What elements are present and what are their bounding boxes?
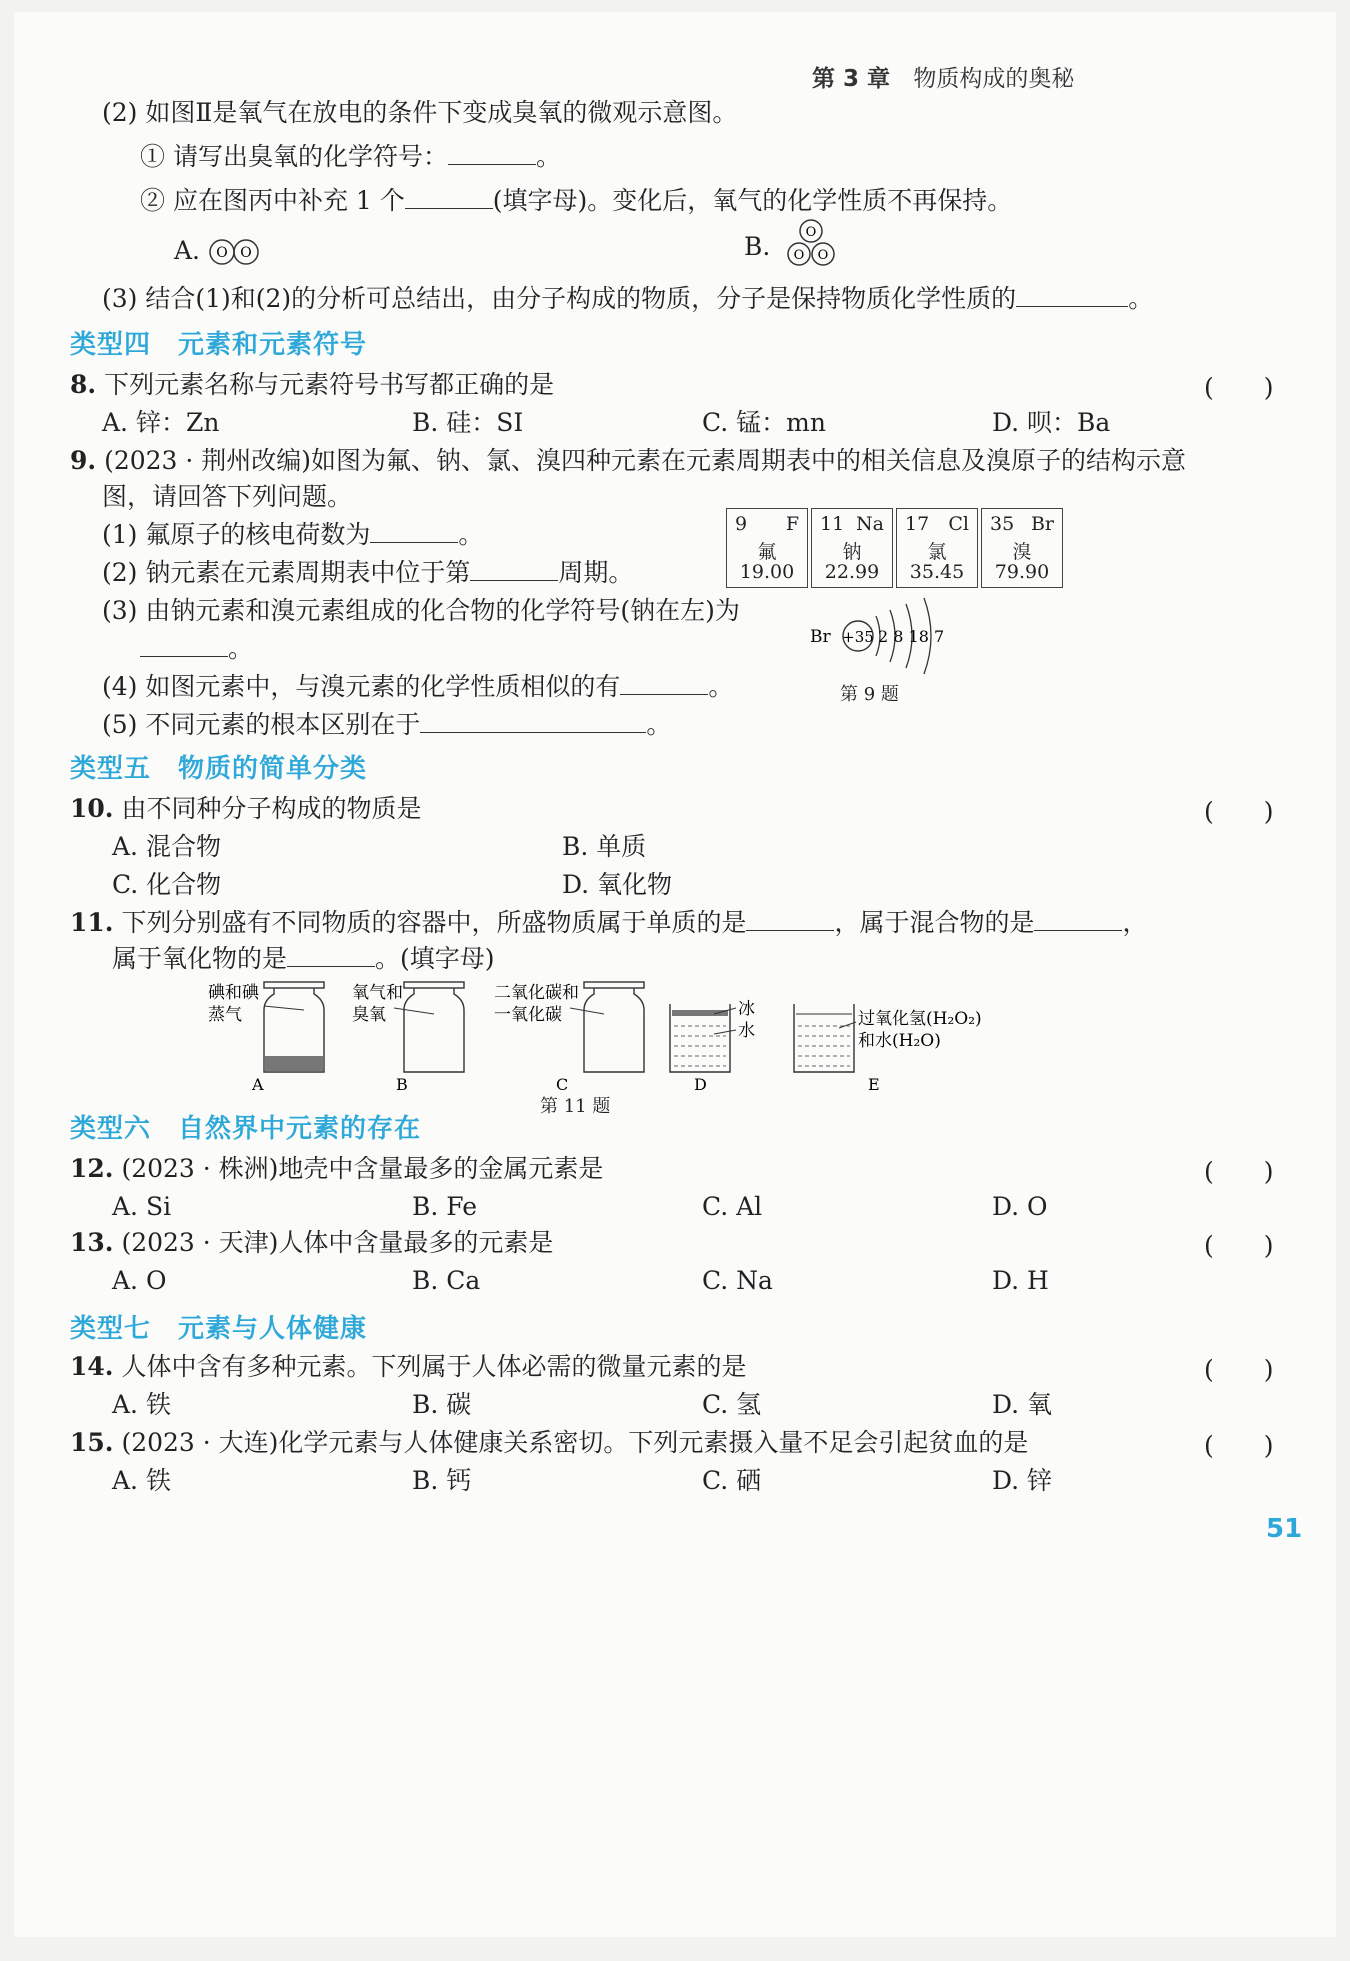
- q8-option-d[interactable]: D. 呗：Ba: [992, 408, 1111, 437]
- leader-line: [570, 1008, 604, 1014]
- question-number: 15.: [70, 1428, 114, 1457]
- question-text: 由不同种分子构成的物质是: [121, 794, 422, 823]
- question-number: 8.: [70, 370, 97, 399]
- q14-option-c[interactable]: C. 氢: [702, 1390, 762, 1419]
- q8-option-c[interactable]: C. 锰：mn: [702, 408, 826, 437]
- q9-part2-pre: (2) 钠元素在元素周期表中位于第: [102, 558, 471, 587]
- answer-blank[interactable]: [470, 556, 558, 581]
- q7-option-a[interactable]: [174, 234, 200, 268]
- element-symbol: F: [785, 513, 799, 535]
- jar-body: [404, 988, 464, 1072]
- ice-layer: [672, 1010, 728, 1016]
- q9-part5-text: (5) 不同元素的根本区别在于: [102, 710, 421, 739]
- q9-part3-answer: [140, 632, 253, 666]
- element-symbol: Br: [1030, 513, 1054, 535]
- jar-letter: B: [396, 1075, 408, 1094]
- question-number: 13.: [70, 1228, 114, 1257]
- q13-option-a[interactable]: A. O: [112, 1266, 167, 1295]
- electron-counts: 2 8 18 7: [878, 627, 945, 646]
- q7-part2-stem: (2) 如图Ⅱ是氧气在放电的条件下变成臭氧的微观示意图。: [102, 98, 738, 127]
- answer-parentheses[interactable]: ( ): [1204, 1157, 1274, 1186]
- q14-option-d[interactable]: D. 氧: [992, 1390, 1053, 1419]
- question-text: (2023 · 大连)化学元素与人体健康关系密切。下列元素摄入量不足会引起贫血的是: [121, 1428, 1029, 1457]
- element-name: 溴: [1012, 541, 1032, 563]
- leader-line: [264, 1006, 304, 1010]
- bromine-atom-structure-diagram: [804, 592, 954, 682]
- answer-blank[interactable]: [287, 942, 375, 967]
- element-label: Br: [810, 627, 831, 647]
- question-text: 人体中含有多种元素。下列属于人体必需的微量元素的是: [121, 1352, 747, 1381]
- q9-stem-line1: [70, 444, 1186, 478]
- textbook-page: [14, 12, 1336, 1937]
- question-text: (2023 · 荆州改编)如图为氟、钠、氯、溴四种元素在元素周期表中的相关信息及溴原子的结构示意: [104, 446, 1187, 475]
- q15-stem: [70, 1426, 1028, 1460]
- chapter-title: 物质构成的奥秘: [913, 66, 1075, 92]
- chapter-number: 第 3 章: [812, 66, 891, 92]
- q11-containers-figure: [184, 974, 984, 1094]
- atom-label: O: [805, 225, 817, 240]
- jar-letter: E: [868, 1075, 880, 1094]
- figure-caption-q9: 第 9 题: [840, 684, 899, 705]
- q12-stem: [70, 1152, 603, 1186]
- q7-sub1-end: 。: [535, 142, 561, 171]
- question-number: 12.: [70, 1154, 114, 1183]
- answer-parentheses[interactable]: ( ): [1204, 797, 1274, 826]
- answer-blank[interactable]: [620, 670, 708, 695]
- atom-label: O: [216, 245, 228, 261]
- answer-blank[interactable]: [140, 632, 228, 657]
- beaker-label: 过氧化氢(H₂O₂): [858, 1009, 982, 1029]
- answer-parentheses[interactable]: ( ): [1204, 1231, 1274, 1260]
- q9-part5: [102, 708, 671, 742]
- q9-part1-text: (1) 氟原子的核电荷数为: [102, 520, 371, 549]
- jar-label: 蒸气: [208, 1005, 242, 1025]
- option-b-molecule-diagram: [782, 216, 840, 274]
- q7-option-b[interactable]: [744, 230, 770, 264]
- q15-option-a[interactable]: A. 铁: [112, 1466, 171, 1495]
- question-number: 9.: [70, 446, 97, 475]
- periodic-cell-sodium: [811, 508, 893, 588]
- q12-option-c[interactable]: C. Al: [702, 1192, 763, 1221]
- section-heading-6: 类型六 自然界中元素的存在: [70, 1114, 422, 1144]
- jar-b: [352, 982, 464, 1094]
- answer-blank[interactable]: [420, 708, 646, 733]
- answer-blank[interactable]: [1016, 282, 1128, 307]
- atom-label: O: [793, 248, 805, 263]
- q10-option-a[interactable]: A. 混合物: [112, 832, 221, 861]
- q9-part1-end: 。: [458, 520, 484, 549]
- q7-part2-sub1: [140, 140, 561, 174]
- q14-option-b[interactable]: B. 碳: [412, 1390, 472, 1419]
- q15-option-c[interactable]: C. 硒: [702, 1466, 762, 1495]
- q9-stem-line2: 图，请回答下列问题。: [102, 482, 353, 511]
- element-symbol: Cl: [948, 513, 969, 535]
- q14-stem: [70, 1350, 746, 1384]
- jar-label: 碘和碘: [208, 983, 259, 1003]
- section-heading-7: 类型七 元素与人体健康: [70, 1314, 368, 1344]
- element-symbol: Na: [856, 513, 884, 535]
- jar-a: [208, 982, 324, 1094]
- jar-lid: [584, 982, 644, 988]
- periodic-cell-chlorine: [896, 508, 978, 588]
- q13-option-c[interactable]: C. Na: [702, 1266, 773, 1295]
- q7-sub1-text: ① 请写出臭氧的化学符号：: [140, 142, 448, 171]
- answer-blank[interactable]: [746, 906, 834, 931]
- q12-option-d[interactable]: D. O: [992, 1192, 1048, 1221]
- jar-letter: A: [252, 1075, 264, 1094]
- jar-lid: [404, 982, 464, 988]
- atomic-mass: 35.45: [909, 561, 965, 583]
- question-number: 10.: [70, 794, 114, 823]
- q12-option-a[interactable]: A. Si: [112, 1192, 172, 1221]
- question-text: (2023 · 株洲)地壳中含量最多的金属元素是: [121, 1154, 604, 1183]
- q7-sub2-post: (填字母)。变化后，氧气的化学性质不再保持。: [492, 186, 1013, 215]
- atomic-mass: 19.00: [739, 561, 795, 583]
- q7-part2-sub2: [140, 184, 1012, 218]
- jar-letter: D: [694, 1075, 707, 1094]
- page-number: 51: [1266, 1514, 1303, 1544]
- element-name: 钠: [842, 541, 862, 563]
- element-name: 氯: [927, 541, 947, 563]
- nuclear-charge: +35: [842, 628, 874, 646]
- liquid-lines: [798, 1026, 850, 1066]
- q9-part2: [102, 556, 633, 590]
- q14-option-a[interactable]: A. 铁: [112, 1390, 171, 1419]
- atomic-mass: 79.90: [994, 561, 1050, 583]
- q9-part1: [102, 518, 483, 552]
- answer-parentheses[interactable]: ( ): [1204, 373, 1274, 402]
- beaker-d: [670, 999, 755, 1094]
- jar-letter: C: [556, 1075, 569, 1094]
- q15-option-b[interactable]: B. 钙: [412, 1466, 472, 1495]
- q8-stem: [70, 368, 554, 402]
- option-letter: B.: [744, 232, 771, 261]
- q9-part5-end: 。: [646, 710, 672, 739]
- question-text-end: 。(填字母): [375, 944, 495, 973]
- element-name: 氟: [757, 541, 777, 563]
- atomic-number: 9: [735, 513, 748, 535]
- answer-parentheses[interactable]: ( ): [1204, 1355, 1274, 1384]
- atomic-mass: 22.99: [824, 561, 880, 583]
- periodic-cell-bromine: [981, 508, 1063, 588]
- atomic-number: 17: [905, 513, 930, 535]
- jar-lid: [264, 982, 324, 988]
- figure-caption-q11: 第 11 题: [540, 1096, 611, 1117]
- atomic-number: 35: [990, 513, 1015, 535]
- q7-sub2-pre: ② 应在图丙中补充 1 个: [140, 186, 405, 215]
- jar-label: 氧气和: [352, 983, 403, 1003]
- q11-stem: [70, 906, 1148, 940]
- jar-c: [494, 982, 644, 1094]
- question-text-mid: ，属于混合物的是: [834, 908, 1035, 937]
- q10-stem: [70, 792, 421, 826]
- answer-blank[interactable]: [405, 184, 493, 209]
- jar-label: 二氧化碳和: [494, 983, 579, 1003]
- question-text: 属于氧化物的是: [112, 944, 288, 973]
- atom-label: O: [817, 248, 829, 263]
- q7-part3-text: (3) 结合(1)和(2)的分析可总结出，由分子构成的物质，分子是保持物质化学性质的: [102, 284, 1017, 313]
- answer-parentheses[interactable]: ( ): [1204, 1431, 1274, 1460]
- q10-option-c[interactable]: C. 化合物: [112, 870, 222, 899]
- jar-label: 臭氧: [352, 1005, 386, 1025]
- q12-option-b[interactable]: B. Fe: [412, 1192, 478, 1221]
- q8-option-a[interactable]: A. 锌：Zn: [102, 408, 220, 437]
- option-letter: A.: [174, 236, 201, 265]
- q11-stem-line2: [112, 942, 495, 976]
- iodine-solid: [265, 1056, 323, 1071]
- beaker-label: 水: [738, 1021, 755, 1041]
- q10-option-d[interactable]: D. 氧化物: [562, 870, 673, 899]
- q13-option-b[interactable]: B. Ca: [412, 1266, 481, 1295]
- question-text: 下列分别盛有不同物质的容器中，所盛物质属于单质的是: [121, 908, 747, 937]
- section-heading-5: 类型五 物质的简单分类: [70, 754, 368, 784]
- beaker-label: 和水(H₂O): [858, 1031, 941, 1051]
- answer-blank[interactable]: [448, 140, 536, 165]
- question-text: (2023 · 天津)人体中含量最多的元素是: [121, 1228, 554, 1257]
- running-header: [812, 60, 1074, 93]
- q13-option-d[interactable]: D. H: [992, 1266, 1049, 1295]
- q13-stem: [70, 1226, 553, 1260]
- q9-part3: (3) 由钠元素和溴元素组成的化合物的化学符号(钠在左)为: [102, 596, 740, 625]
- q9-part4: [102, 670, 733, 704]
- q8-option-b[interactable]: B. 硅：SI: [412, 408, 524, 437]
- section-heading-4: 类型四 元素和元素符号: [70, 330, 368, 360]
- q9-part3-end: 。: [228, 634, 254, 663]
- water-lines: [674, 1026, 726, 1066]
- q9-part4-end: 。: [708, 672, 734, 701]
- beaker-label: 冰: [738, 999, 755, 1019]
- leader-line: [394, 1008, 434, 1014]
- question-number: 11.: [70, 908, 114, 937]
- atom-label: O: [240, 245, 252, 261]
- q10-option-b[interactable]: B. 单质: [562, 832, 647, 861]
- q7-part3: [102, 282, 1153, 316]
- question-number: 14.: [70, 1352, 114, 1381]
- answer-blank[interactable]: [370, 518, 458, 543]
- q7-part3-end: 。: [1128, 284, 1154, 313]
- periodic-cell-fluorine: [726, 508, 808, 588]
- q9-part4-text: (4) 如图元素中，与溴元素的化学性质相似的有: [102, 672, 621, 701]
- beaker-e: [794, 1004, 982, 1094]
- answer-blank[interactable]: [1034, 906, 1122, 931]
- question-text: 下列元素名称与元素符号书写都正确的是: [104, 370, 555, 399]
- jar-body: [584, 988, 644, 1072]
- atomic-number: 11: [820, 513, 845, 535]
- jar-label: 一氧化碳: [494, 1005, 562, 1025]
- question-text-end: ，: [1122, 908, 1148, 937]
- q9-part2-post: 周期。: [558, 558, 634, 587]
- option-a-molecule-diagram: [207, 236, 265, 268]
- q15-option-d[interactable]: D. 锌: [992, 1466, 1053, 1495]
